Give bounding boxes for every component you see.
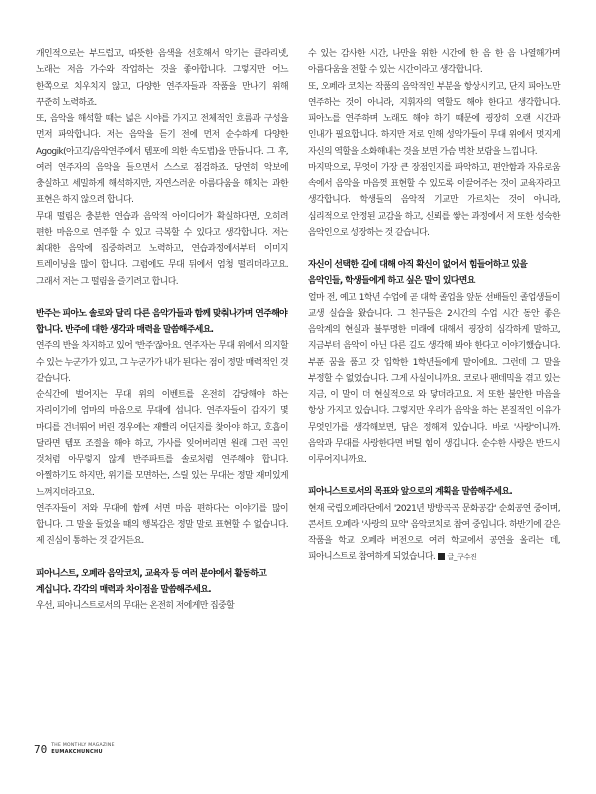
paragraph: 또, 음악을 해석할 때는 넓은 시야를 가지고 전체적인 흐름과 구성을 먼저 파악합니다. 저는 음악을 듣기 전에 먼저 순수하게 다양한 Agogik(아고긱/음악연주에서 템포에 의한 속도법)을 만듭니다. 그 후, 여러 연주자의 음악을 들으면서 스스로 점검하죠. 당연히 악보에 충실하고 세밀하게 해석하지만, 자연스러운 아름다움을 해치는 과한 표현은 하지 않으려 합니다. <box>36 114 288 206</box>
interview-question: 피아니스트, 오페라 음악코치, 교육자 등 여러 분야에서 활동하고 계십니다. 각각의 매력과 차이점을 말씀해주세요. <box>36 568 267 595</box>
paragraph: 연주의 반을 차지하고 있어 '반주'잖아요. 연주자는 무대 위에서 의지할 수 있는 누군가가 있고, 그 누군가가 내가 된다는 점이 정말 매력적인 것 같습니다. <box>36 341 288 384</box>
interview-question: 피아니스트로서의 목표와 앞으로의 계획을 말씀해주세요. <box>308 487 513 498</box>
paragraph: 연주자들이 저와 무대에 함께 서면 마음 편하다는 이야기를 많이 합니다. 그 말을 들었을 때의 행복감은 정말 말로 표현할 수 없습니다. 제 진심이 통하는 것 같거든요. <box>36 503 288 547</box>
paragraph: 얼마 전, 예고 1학년 수업에 곧 대학 졸업을 앞둔 선배들인 졸업생들이 교생 실습을 왔습니다. 그 친구들은 2시간의 수업 시간 동안 좋은 음악계의 현실과 불투명한 미래에 대해서 굉장히 심각하게 말하고, 지금부터 음악이 아닌 다른 길도 생각해 봐야 한다고 이야기했습니다. 부푼 꿈을 품고 갓 입학한 1학년들에게 말이에요. 그런데 그 말을 부정할 수 없었습니다. 그게 사실이니까요. 코로나 팬데믹을 겪고 있는 지금, 이 말이 더 현실적으로 와 닿더라고요. 저 또한 불안한 마음을 항상 가지고 있습니다. 그렇지만 우리가 음악을 하는 본질적인 이유가 무엇인가를 생각해보면, 답은 정해져 있습니다. 바로 '사랑'이니까. 음악과 무대를 사랑한다면 버틸 힘이 생깁니다. 순수한 사랑은 반드시 이루어지니까요. <box>308 292 560 465</box>
paragraph: 개인적으로는 부드럽고, 따뜻한 음색을 선호해서 악기는 클라리넷, 노래는 저음 가수와 작업하는 것을 좋아합니다. 그렇지만 어느 한쪽으로 치우치지 않고, 다양한 연주자들과 작품을 만나기 위해 꾸준히 노력하죠. <box>36 49 288 108</box>
magazine-line: THE MONTHLY MAGAZINE <box>51 743 115 748</box>
magazine-line: EUMAKCHUNCHU <box>51 749 103 755</box>
end-mark-icon <box>438 553 445 560</box>
interview-question: 자신이 선택한 길에 대해 아직 확신이 없어서 힘들어하고 있을 음악인들, 학생들에게 하고 싶은 말이 있다면요 <box>308 260 528 287</box>
magazine-name <box>51 743 115 755</box>
page-footer <box>34 743 115 755</box>
left-column <box>36 46 288 614</box>
author-credit: 글_구수진 <box>447 553 477 562</box>
paragraph: 무대 떨림은 충분한 연습과 음악적 아이디어가 확실하다면, 오히려 편한 마음으로 연주할 수 있고 극복할 수 있다고 생각합니다. 저는 최대한 음악에 집중하려고 노력하고, 연습과정에서부터 이미지 트레이닝을 많이 합니다. 그럼에도 무대 뒤에서 엄청 떨리더라고요. 그래서 저는 그 떨림을 즐기려고 합니다. <box>36 211 288 287</box>
final-paragraph <box>308 501 560 566</box>
paragraph: 수 있는 감사한 시간, 나만을 위한 시간에 한 음 한 음 나열해가며 아름다움을 전할 수 있는 시간이라고 생각합니다. <box>308 49 560 76</box>
paragraph-text: 현재 국립오페라단에서 '2021년 방방곡곡 문화공감' 순회공연 중이며, 콘서트 오페라 '사랑의 묘약' 음악코치로 참여 중입니다. 하반기에 같은 작품을 학교 오페라 버전으로 여러 학교에서 공연을 올리는 데, 피아니스트로 참여하게 되었습니다. <box>308 503 560 563</box>
page-number: 70 <box>34 743 48 756</box>
paragraph: 또, 오페라 코치는 작품의 음악적인 부분을 항상시키고, 단지 피아노만 연주하는 것이 아니라, 지휘자의 역할도 해야 한다고 생각합니다. 피아노를 연주하며 노래도 해야 하기 때문에 굉장히 오랜 시간과 인내가 필요합니다. 하지만 저로 인해 성악가들이 무대 위에서 멋지게 자신의 역할을 소화해내는 것을 보면 가슴 벅찬 보람을 느낍니다. <box>308 81 560 157</box>
interview-question: 반주는 피아노 솔로와 달리 다른 음악가들과 함께 맞춰나가며 연주해야 합니다. 반주에 대한 생각과 매력을 말씀해주세요. <box>36 308 288 335</box>
paragraph: 마지막으로, 무엇이 가장 큰 장점인지를 파악하고, 편안함과 자유로움 속에서 음악을 마음껏 표현할 수 있도록 이끌어주는 것이 교육자라고 생각합니다. 학생들의 음악적 기교만 가르치는 것이 아니라, 심리적으로 안정된 교감을 하고, 신뢰를 쌓는 과정에서 저 또한 성숙한 음악인으로 성장하는 것 같습니다. <box>308 162 560 238</box>
spacer <box>308 241 560 257</box>
spacer <box>308 468 560 484</box>
paragraph: 순식간에 벌어지는 무대 위의 이벤트를 온전히 감당해야 하는 자리이기에 엄마의 마음으로 무대에 섭니다. 연주자들이 갑자기 몇 마디를 건너뛰어 버린 경우에는 재빨리 어딘지를 찾아야 하고, 호흡이 달라면 템포 조절을 해야 하고, 가사를 잊어버리면 원래 그런 곡인 것처럼 아무렇지 않게 반주파트를 솔로처럼 연주해야 합니다. 아찔하기도 하지만, 위기를 모면하는, 스릴 있는 무대는 정말 재미있게 느껴지더라고요. <box>36 390 288 498</box>
spacer <box>36 290 288 306</box>
right-column <box>308 46 560 566</box>
spacer <box>36 550 288 566</box>
paragraph: 우선, 피아니스트로서의 무대는 온전히 저에게만 집중할 <box>36 601 235 611</box>
